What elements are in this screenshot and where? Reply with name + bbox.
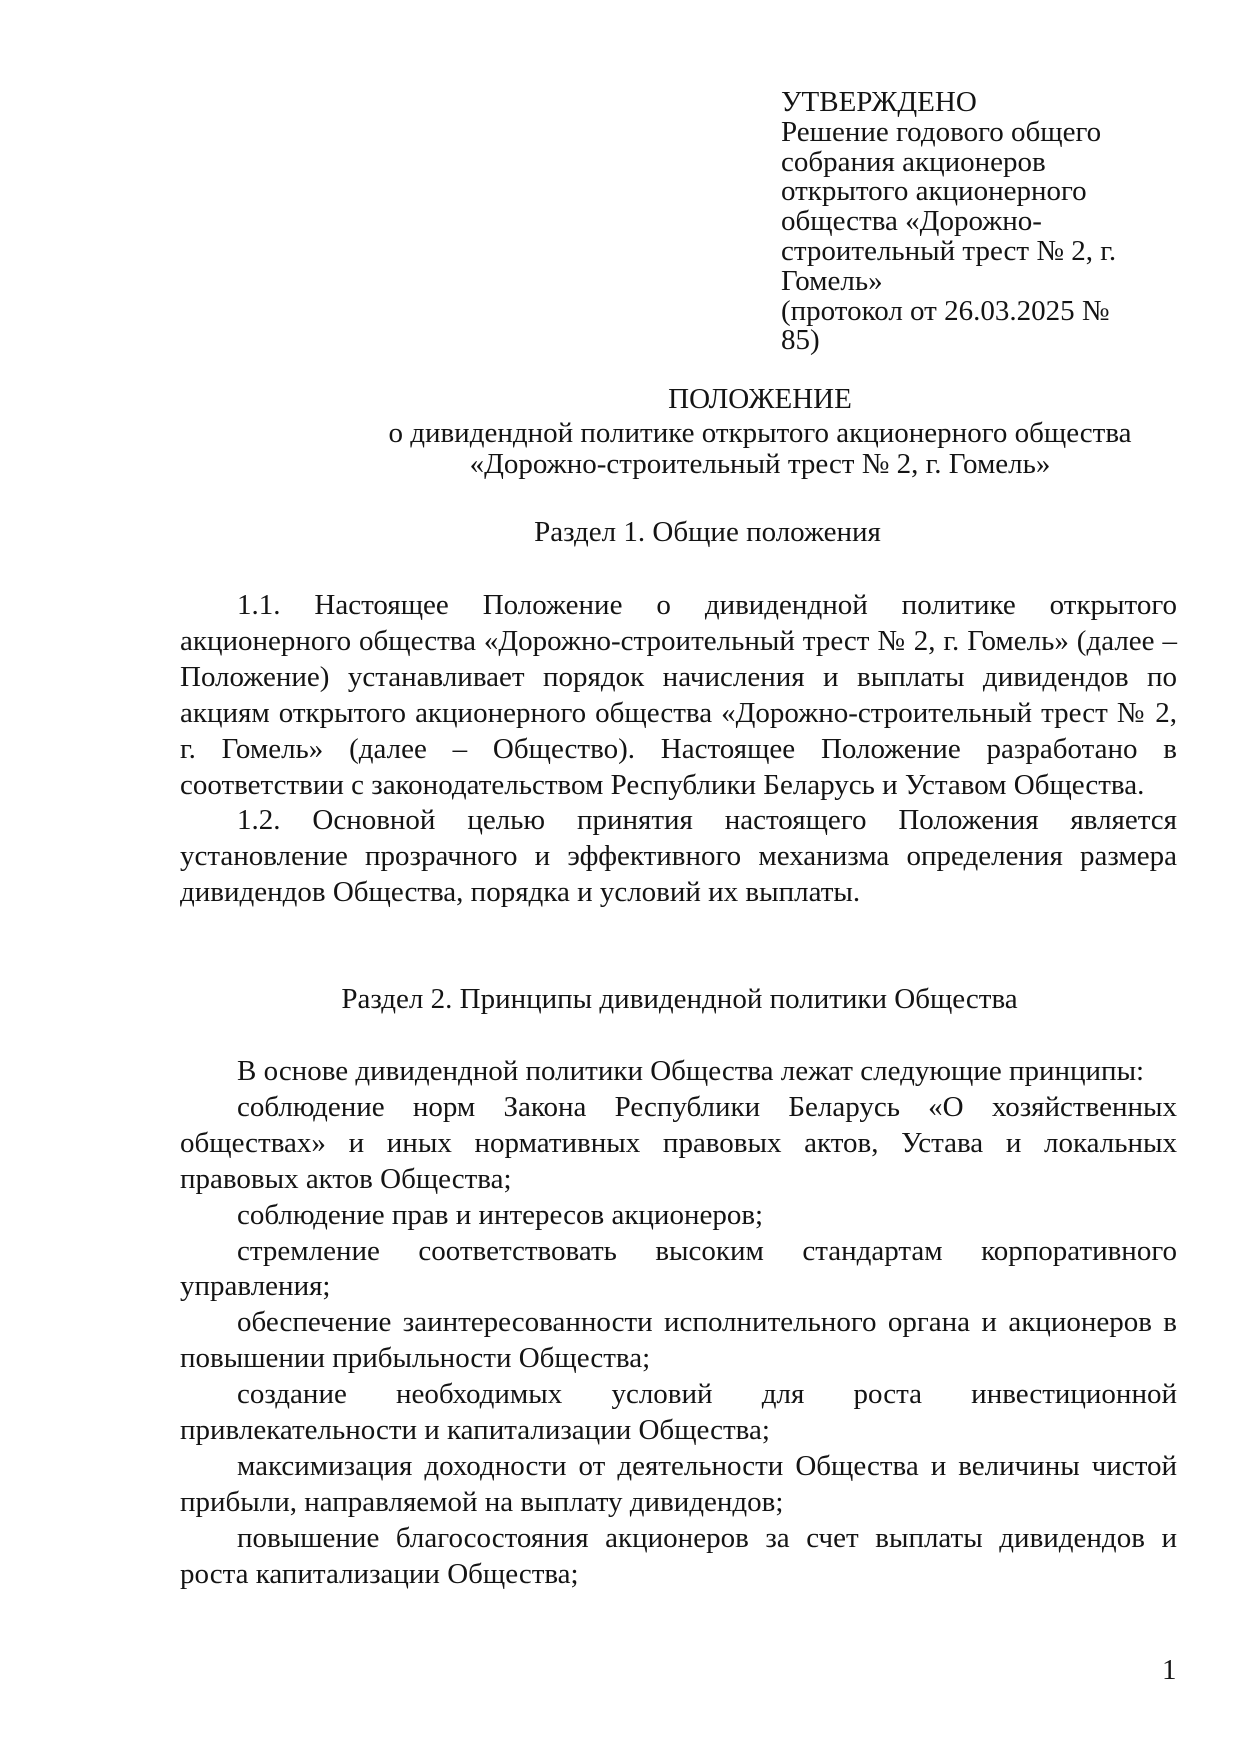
approval-line: 85) xyxy=(781,324,820,357)
approval-heading: УТВЕРЖДЕНО xyxy=(781,86,977,118)
approval-line: Гомель» xyxy=(781,264,883,297)
paragraph-1-1: 1.1. Настоящее Положение о дивидендной политике открытого акционерного общества «Дорожно-строительный трест № 2, г. Гомель» (далее – Положение) устанавливает порядок начисления и выплаты дивидендов по акциям открытого акционерного общества «Дорожно-строительный трест № 2, г. Гомель» (далее – Общество). Настоящее Положение разработано в соответствии с законодательством Республики Беларусь и Уставом Общества. xyxy=(180,589,1177,801)
principle-item: повышение благосостояния акционеров за счет выплаты дивидендов и роста капитализации Общества; xyxy=(180,1521,1177,1590)
section-2-heading: Раздел 2. Принципы дивидендной политики Общества xyxy=(341,983,1018,1015)
paragraph-1-2: 1.2. Основной целью принятия настоящего Положения является установление прозрачного и эффективного механизма определения размера дивидендов Общества, порядка и условий их выплаты. xyxy=(180,804,1177,909)
approval-line: общества «Дорожно- xyxy=(781,205,1042,238)
section-2-body xyxy=(180,1054,1177,1593)
principle-item: максимизация доходности от деятельности Общества и величины чистой прибыли, направляемой на выплату дивидендов; xyxy=(180,1449,1177,1518)
principle-item: соблюдение норм Закона Республики Беларусь «О хозяйственных обществах» и иных нормативных правовых актов, Устава и локальных правовых актов Общества; xyxy=(180,1090,1177,1195)
document-title: ПОЛОЖЕНИЕ xyxy=(668,383,852,415)
page-number: 1 xyxy=(1162,1654,1177,1686)
principle-item: создание необходимых условий для роста инвестиционной привлекательности и капитализации Общества; xyxy=(180,1378,1177,1447)
section-1-heading: Раздел 1. Общие положения xyxy=(534,516,881,548)
document-subtitle-line-2: «Дорожно-строительный трест № 2, г. Гомель» xyxy=(469,448,1051,480)
principles-intro: В основе дивидендной политики Общества лежат следующие принципы: xyxy=(237,1055,1145,1087)
approval-line: открытого акционерного xyxy=(781,175,1087,208)
document-subtitle-line-1: о дивидендной политике открытого акционерного общества xyxy=(388,417,1132,449)
principle-item: стремление соответствовать высоким стандартам корпоративного управления; xyxy=(180,1234,1177,1303)
approval-line: строительный трест № 2, г. xyxy=(781,234,1117,267)
section-1-body xyxy=(180,588,1177,911)
approval-line: Решение годового общего xyxy=(781,115,1102,148)
principle-item: обеспечение заинтересованности исполнительного органа и акционеров в повышении прибыльности Общества; xyxy=(180,1306,1177,1375)
approval-line: (протокол от 26.03.2025 № xyxy=(781,294,1110,327)
approval-stamp-block xyxy=(781,88,1181,356)
approval-line: собрания акционеров xyxy=(781,145,1046,178)
principle-item: соблюдение прав и интересов акционеров; xyxy=(237,1198,764,1231)
